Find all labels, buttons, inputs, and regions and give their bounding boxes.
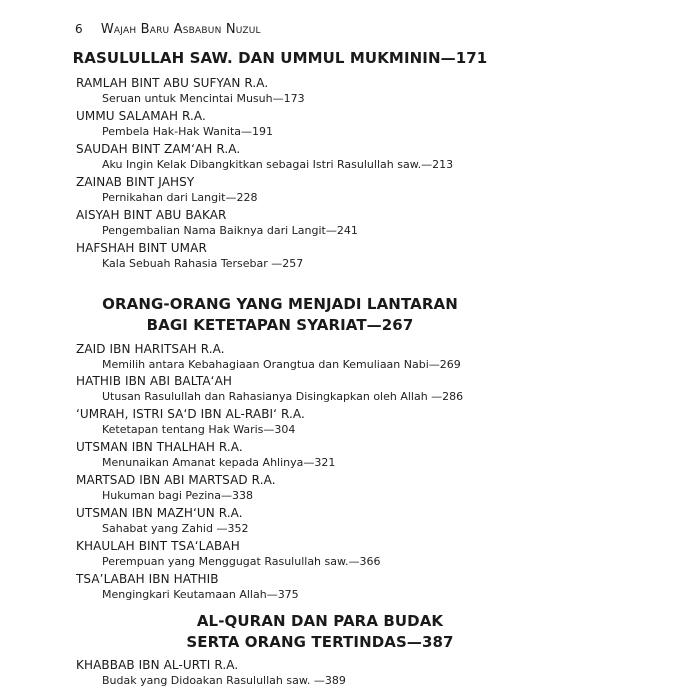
- section-title-line: SERTA ORANG TERTINDAS—387: [186, 633, 454, 651]
- entry-name: UTSMAN IBN MAZH‘UN R.A.: [76, 506, 243, 520]
- entry-subtitle: Pembela Hak-Hak Wanita—191: [102, 125, 273, 138]
- entry-subtitle: Seruan untuk Mencintai Musuh—173: [102, 92, 305, 105]
- entry-subtitle: Utusan Rasulullah dan Rahasianya Disingkapkan oleh Allah —286: [102, 390, 464, 403]
- toc-entry[interactable]: [76, 141, 453, 173]
- entry-subtitle: Perempuan yang Menggugat Rasulullah saw.—366: [102, 555, 381, 568]
- entry-name: HATHIB IBN ABI BALTA‘AH: [76, 374, 233, 388]
- entry-subtitle: Kala Sebuah Rahasia Tersebar —257: [102, 257, 304, 270]
- book-title: Wajah Baru Asbabun Nuzul: [100, 22, 261, 37]
- section-title-line: RASULULLAH SAW. DAN UMMUL MUKMININ—171: [72, 49, 488, 67]
- toc-entry[interactable]: [76, 538, 380, 570]
- entry-subtitle: Aku Ingin Kelak Dibangkitkan sebagai Istri Rasulullah saw.—213: [102, 158, 454, 171]
- toc-entry[interactable]: [76, 108, 273, 140]
- toc-entry[interactable]: [76, 174, 257, 206]
- section-title-line: AL-QURAN DAN PARA BUDAK: [196, 612, 444, 630]
- toc-entry[interactable]: [76, 240, 303, 272]
- section-title: [0, 294, 560, 336]
- entry-name: KHABBAB IBN AL-URTI R.A.: [76, 658, 239, 672]
- entry-subtitle: Hukuman bagi Pezina—338: [102, 489, 253, 502]
- entry-subtitle: Menunaikan Amanat kepada Ahlinya—321: [102, 456, 336, 469]
- entry-name: MARTSAD IBN ABI MARTSAD R.A.: [76, 473, 276, 487]
- toc-entry[interactable]: [76, 75, 305, 107]
- entry-subtitle: Budak yang Didoakan Rasulullah saw. —389: [102, 674, 346, 687]
- page-number: 6: [75, 22, 83, 36]
- entry-name: SAUDAH BINT ZAM‘AH R.A.: [76, 142, 241, 156]
- entry-name: TSA’LABAH IBN HATHIB: [76, 572, 219, 586]
- entry-name: ZAID IBN HARITSAH R.A.: [76, 342, 225, 356]
- toc-entry[interactable]: [76, 657, 346, 689]
- toc-entry[interactable]: [76, 341, 461, 373]
- entry-name: HAFSHAH BINT UMAR: [76, 241, 207, 255]
- entry-subtitle: Mengingkari Keutamaan Allah—375: [102, 588, 299, 601]
- entry-name: UMMU SALAMAH R.A.: [76, 109, 206, 123]
- section-title-line: BAGI KETETAPAN SYARIAT—267: [146, 316, 414, 334]
- toc-entry[interactable]: [76, 505, 248, 537]
- entry-name: ‘UMRAH, ISTRI SA‘D IBN AL-RABI‘ R.A.: [76, 407, 305, 421]
- toc-entry[interactable]: [76, 373, 463, 405]
- toc-entry[interactable]: [76, 406, 305, 438]
- entry-subtitle: Pernikahan dari Langit—228: [102, 191, 258, 204]
- running-head: [75, 22, 261, 37]
- entry-subtitle: Pengembalian Nama Baiknya dari Langit—241: [102, 224, 358, 237]
- entry-name: ZAINAB BINT JAHSY: [76, 175, 195, 189]
- entry-subtitle: Ketetapan tentang Hak Waris—304: [102, 423, 296, 436]
- section-title: [0, 48, 560, 69]
- entry-name: AISYAH BINT ABU BAKAR: [76, 208, 227, 222]
- entry-subtitle: Memilih antara Kebahagiaan Orangtua dan Kemuliaan Nabi—269: [102, 358, 461, 371]
- toc-entry[interactable]: [76, 571, 299, 603]
- section-title: [40, 611, 600, 653]
- entry-name: RAMLAH BINT ABU SUFYAN R.A.: [76, 76, 269, 90]
- entry-subtitle: Sahabat yang Zahid —352: [102, 522, 249, 535]
- entry-name: UTSMAN IBN THALHAH R.A.: [76, 440, 243, 454]
- toc-entry[interactable]: [76, 207, 358, 239]
- toc-entry[interactable]: [76, 439, 335, 471]
- section-title-line: ORANG-ORANG YANG MENJADI LANTARAN: [102, 295, 458, 313]
- toc-entry[interactable]: [76, 472, 276, 504]
- entry-name: KHAULAH BINT TSA‘LABAH: [76, 539, 240, 553]
